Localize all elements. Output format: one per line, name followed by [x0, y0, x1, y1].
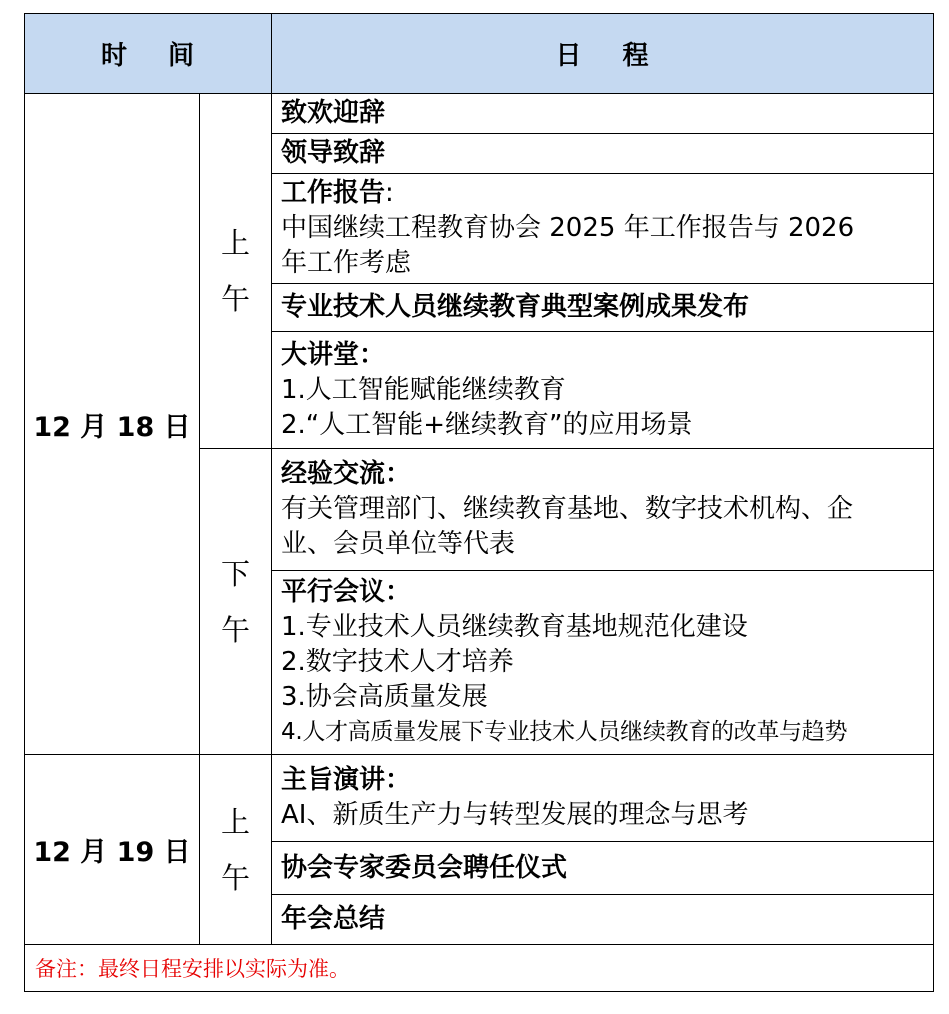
- agenda-item: 经验交流： 有关管理部门、继续教育基地、数字技术机构、企 业、会员单位等代表: [272, 449, 934, 571]
- date-cell: 12 月 18 日: [25, 94, 200, 755]
- agenda-item: 专业技术人员继续教育典型案例成果发布: [272, 284, 934, 332]
- table-row: [25, 94, 934, 134]
- header-row: [25, 14, 934, 94]
- agenda-item: 协会专家委员会聘任仪式: [272, 842, 934, 895]
- note-row: [25, 945, 934, 992]
- agenda-item: 致欢迎辞: [272, 94, 934, 134]
- date-cell: 12 月 19 日: [25, 755, 200, 945]
- time-header: 时 间: [25, 14, 272, 94]
- period-morning: 上 午: [200, 755, 272, 945]
- schedule-table: [24, 13, 934, 992]
- agenda-item: 领导致辞: [272, 134, 934, 174]
- agenda-item: 大讲堂： 1.人工智能赋能继续教育 2.“人工智能+继续教育”的应用场景: [272, 332, 934, 449]
- agenda-item: 主旨演讲： AI、新质生产力与转型发展的理念与思考: [272, 755, 934, 842]
- note-text: 备注：最终日程安排以实际为准。: [25, 945, 934, 992]
- period-morning: 上 午: [200, 94, 272, 449]
- agenda-item: 工作报告: 中国继续工程教育协会 2025 年工作报告与 2026 年工作考虑: [272, 174, 934, 284]
- table-row: [25, 755, 934, 842]
- agenda-item: 年会总结: [272, 895, 934, 945]
- schedule-header: 日 程: [272, 14, 934, 94]
- agenda-item: 平行会议： 1.专业技术人员继续教育基地规范化建设 2.数字技术人才培养 3.协会高质量发展 4.人才高质量发展下专业技术人员继续教育的改革与趋势: [272, 571, 934, 755]
- period-afternoon: 下 午: [200, 449, 272, 755]
